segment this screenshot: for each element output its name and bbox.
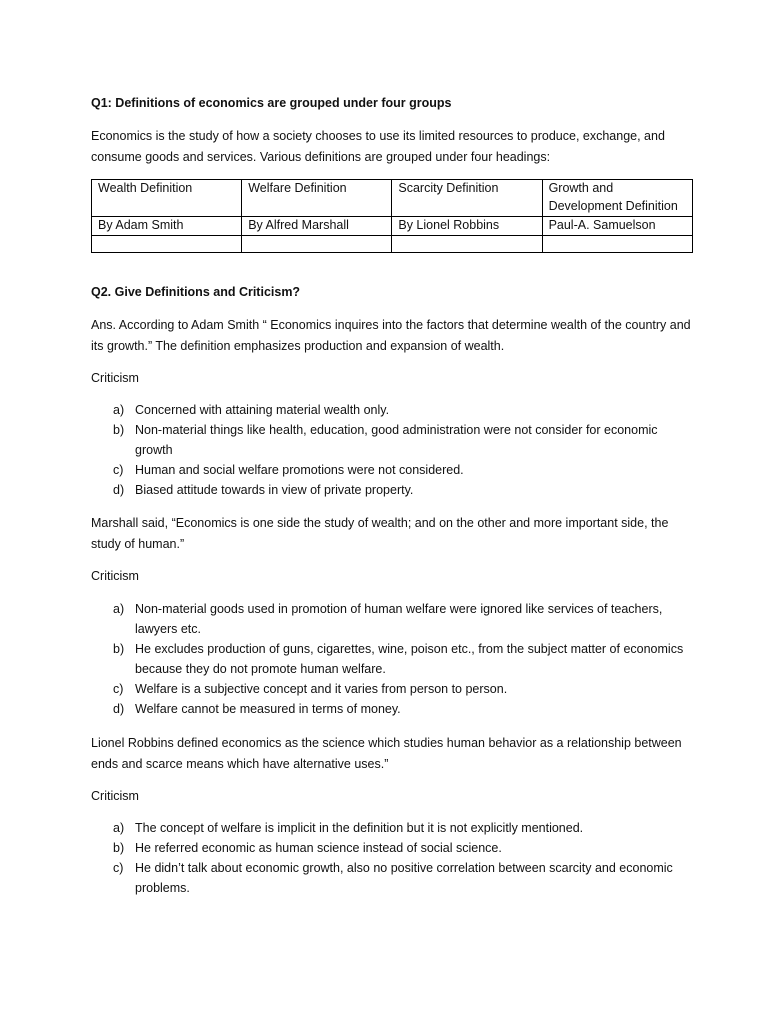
list-item-text: Concerned with attaining material wealth only.	[135, 403, 390, 417]
list-marker: a)	[113, 602, 125, 616]
list-item-text: The concept of welfare is implicit in the definition but it is not explicitly mentioned.	[135, 821, 584, 835]
robbins-criticism-list	[91, 818, 691, 898]
list-marker: c)	[113, 861, 124, 875]
list-marker: c)	[113, 463, 124, 477]
table-cell-welfare-definition: Welfare Definition	[242, 180, 392, 217]
list-item-text: Non-material goods used in promotion of human welfare were ignored like services of teachers, lawyers etc.	[135, 602, 663, 636]
list-marker: a)	[113, 821, 125, 835]
list-item	[91, 838, 691, 858]
table-empty-cell	[242, 235, 392, 252]
list-item-text: Human and social welfare promotions were not considered.	[135, 463, 464, 477]
table-cell-growth-definition: Growth and Development Definition	[542, 180, 692, 217]
list-item-text: He excludes production of guns, cigarettes, wine, poison etc., from the subject matter of economics because they do not promote human welfare.	[135, 642, 684, 676]
table-cell-alfred-marshall: By Alfred Marshall	[242, 217, 392, 236]
list-item-text: He didn’t talk about economic growth, also no positive correlation between scarcity and economic problems.	[135, 861, 673, 895]
list-item	[91, 858, 691, 898]
list-marker: b)	[113, 423, 125, 437]
smith-definition-paragraph: Ans. According to Adam Smith “ Economics inquires into the factors that determine wealth of the country and its growth.” The definition emphasizes production and expansion of wealth.	[91, 318, 691, 353]
list-item	[91, 420, 691, 460]
list-item-text: Non-material things like health, education, good administration were not consider for economic growth	[135, 423, 658, 457]
table-empty-row	[92, 235, 693, 252]
table-cell-wealth-definition: Wealth Definition	[92, 180, 242, 217]
list-item	[91, 400, 691, 420]
q1-intro-paragraph: Economics is the study of how a society chooses to use its limited resources to produce, exchange, and consume goods and services. Various definitions are grouped under four headings:	[91, 129, 665, 164]
table-cell-scarcity-definition: Scarcity Definition	[392, 180, 542, 217]
list-item	[91, 679, 691, 699]
list-item	[91, 460, 691, 480]
q2-heading: Q2. Give Definitions and Criticism?	[91, 285, 301, 299]
list-item	[91, 639, 691, 679]
table-header-row	[92, 180, 693, 217]
list-marker: d)	[113, 483, 125, 497]
table-empty-cell	[542, 235, 692, 252]
table-cell-lionel-robbins: By Lionel Robbins	[392, 217, 542, 236]
list-item	[91, 818, 691, 838]
list-marker: b)	[113, 642, 125, 656]
table-empty-cell	[92, 235, 242, 252]
list-item	[91, 699, 691, 719]
q1-heading: Q1: Definitions of economics are grouped under four groups	[91, 96, 452, 110]
list-item-text: Welfare cannot be measured in terms of money.	[135, 702, 401, 716]
table-empty-cell	[392, 235, 542, 252]
marshall-definition-paragraph: Marshall said, “Economics is one side the study of wealth; and on the other and more important side, the study of human.”	[91, 516, 669, 551]
list-item-text: He referred economic as human science instead of social science.	[135, 841, 502, 855]
list-item	[91, 480, 691, 500]
smith-criticism-list	[91, 400, 691, 500]
list-marker: b)	[113, 841, 125, 855]
definitions-table	[91, 179, 693, 253]
list-item-text: Biased attitude towards in view of private property.	[135, 483, 414, 497]
marshall-criticism-label: Criticism	[91, 569, 139, 583]
table-cell-samuelson: Paul-A. Samuelson	[542, 217, 692, 236]
smith-criticism-label: Criticism	[91, 371, 139, 385]
table-cell-adam-smith: By Adam Smith	[92, 217, 242, 236]
table-author-row	[92, 217, 693, 236]
robbins-criticism-label: Criticism	[91, 789, 139, 803]
marshall-criticism-list	[91, 599, 691, 719]
list-item-text: Welfare is a subjective concept and it varies from person to person.	[135, 682, 508, 696]
robbins-definition-paragraph: Lionel Robbins defined economics as the science which studies human behavior as a relationship between ends and scarce means which have alternative uses.”	[91, 736, 682, 771]
list-marker: a)	[113, 403, 125, 417]
list-marker: c)	[113, 682, 124, 696]
list-item	[91, 599, 691, 639]
list-marker: d)	[113, 702, 125, 716]
